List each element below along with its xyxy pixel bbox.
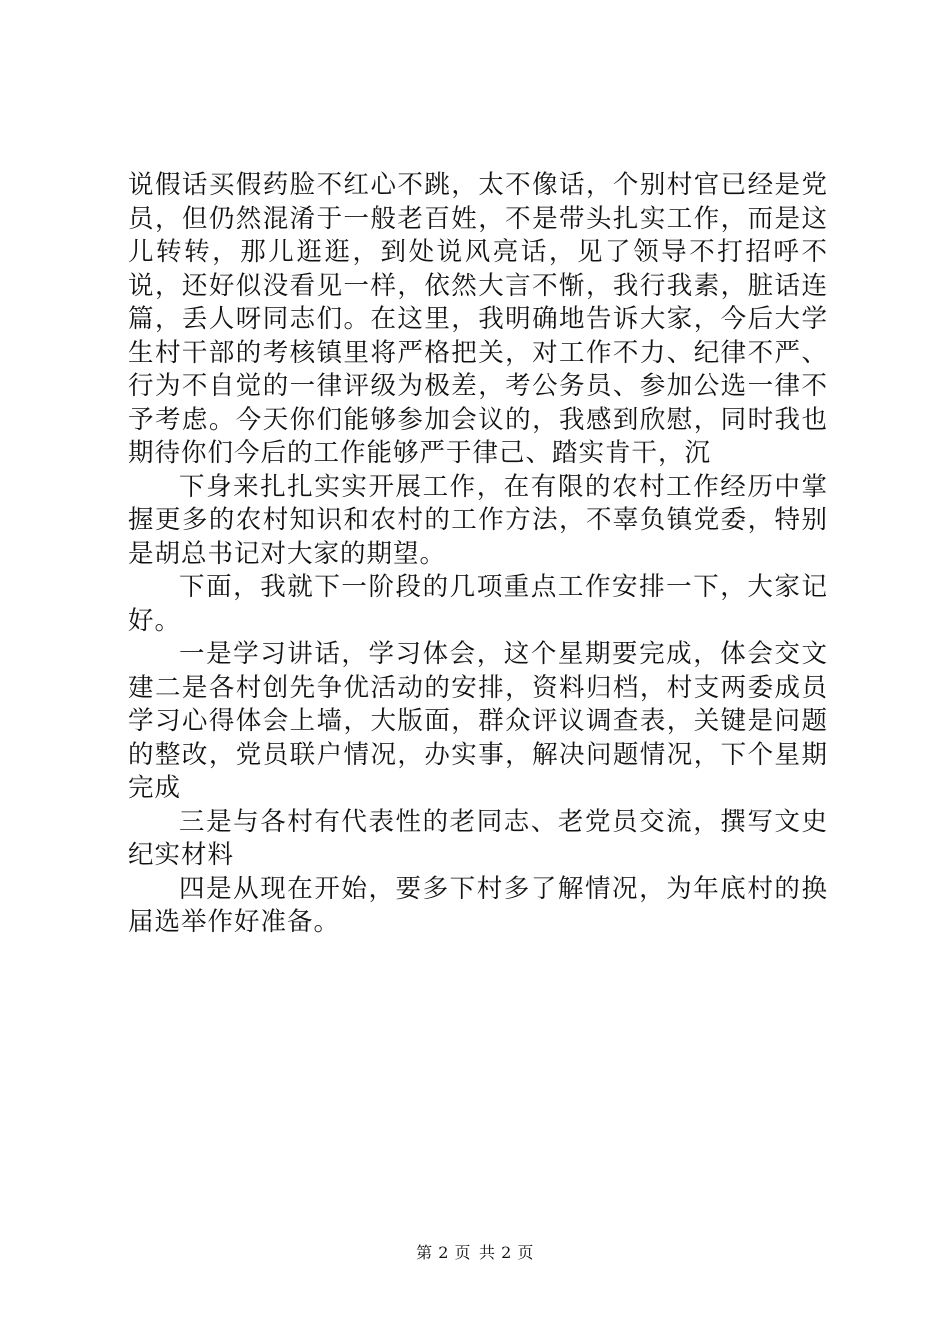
page-number: 第 2 页 <box>416 1243 471 1262</box>
paragraph-2: 下身来扎扎实实开展工作，在有限的农村工作经历中掌握更多的农村知识和农村的工作方法，不辜负镇党委，特别是胡总书记对大家的期望。 <box>128 471 828 569</box>
paragraph-3: 下面，我就下一阶段的几项重点工作安排一下，大家记好。 <box>128 572 828 636</box>
paragraph-6: 四是从现在开始，要多下村多了解情况，为年底村的换届选举作好准备。 <box>128 873 828 937</box>
document-body <box>128 169 828 940</box>
paragraph-4: 一是学习讲话，学习体会，这个星期要完成，体会交文建二是各村创先争优活动的安排，资料归档，村支两委成员学习心得体会上墙，大版面，群众评议调查表，关键是问题的整改，党员联户情况，办实事，解决问题情况，下个星期完成 <box>128 639 828 803</box>
page-footer <box>0 1243 950 1263</box>
page-total: 共 2 页 <box>479 1243 534 1262</box>
paragraph-1: 说假话买假药脸不红心不跳，太不像话，个别村官已经是党员，但仍然混淆于一般老百姓，不是带头扎实工作，而是这儿转转，那儿逛逛，到处说风亮话，见了领导不打招呼不说，还好似没看见一样，依然大言不惭，我行我素，脏话连篇，丢人呀同志们。在这里，我明确地告诉大家，今后大学生村干部的考核镇里将严格把关，对工作不力、纪律不严、行为不自觉的一律评级为极差，考公务员、参加公选一律不予考虑。今天你们能够参加会议的，我感到欣慰，同时我也期待你们今后的工作能够严于律己、踏实肯干，沉 <box>128 170 828 468</box>
paragraph-5: 三是与各村有代表性的老同志、老党员交流，撰写文史纪实材料 <box>128 806 828 870</box>
